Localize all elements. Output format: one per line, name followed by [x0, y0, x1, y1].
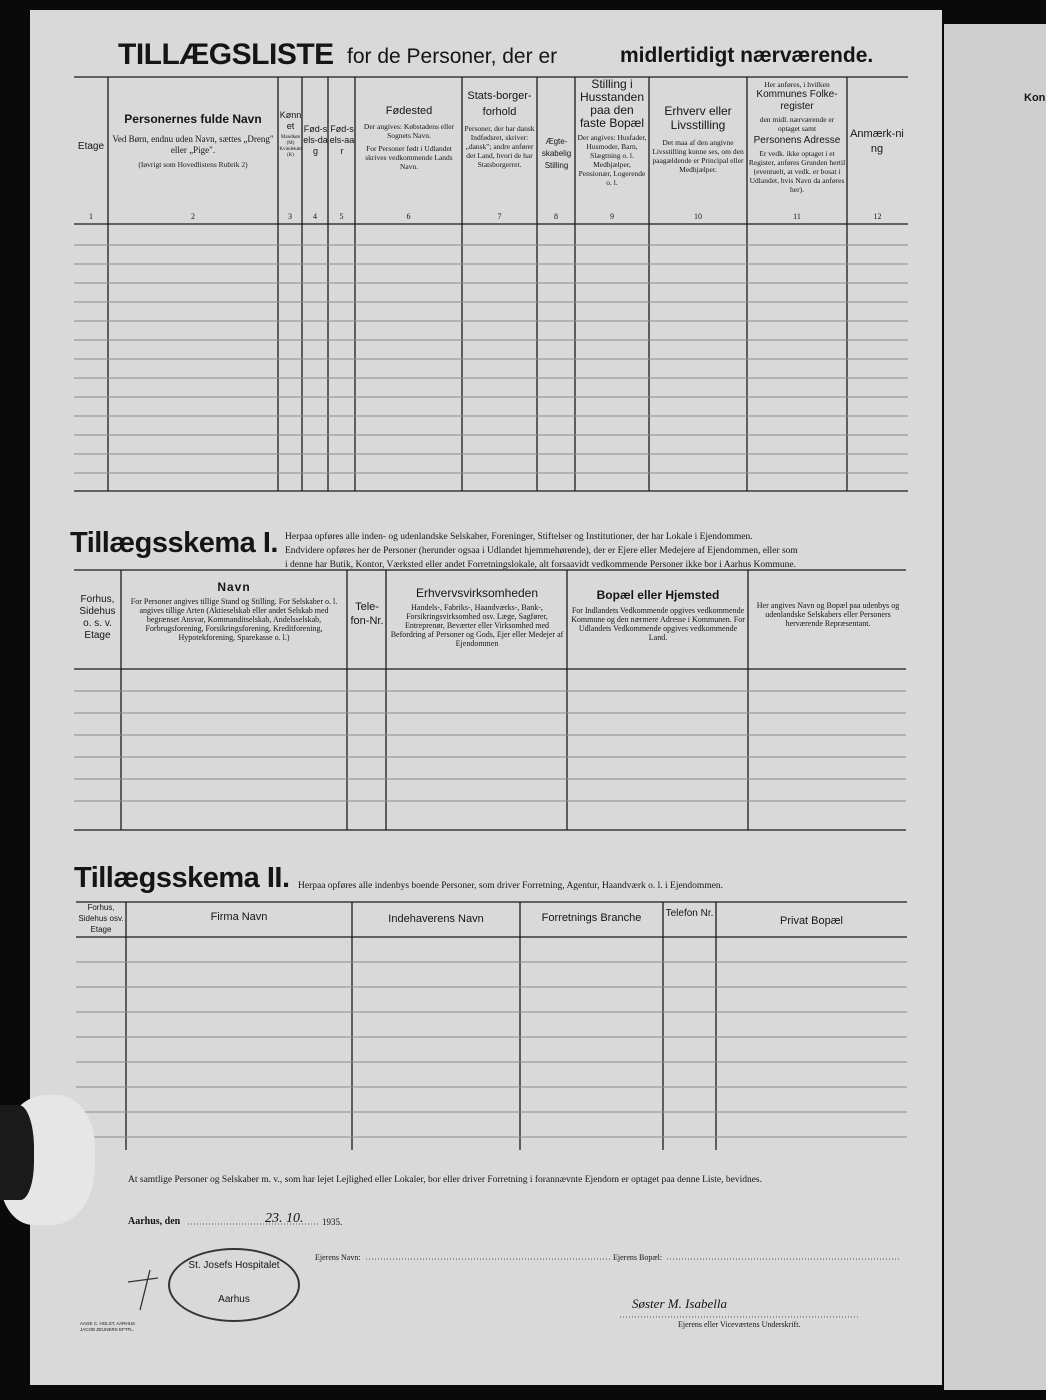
printer-mark: AAGE C. HOLST, AARHUS JACOB ZEUNERS EFTFL. — [80, 1321, 136, 1332]
skema1-col-tel: Tele-fon-Nr. — [350, 601, 384, 627]
col-num-9: 9 — [610, 212, 614, 221]
col-head-remark: Anmærk-ning — [850, 128, 904, 155]
col-head-birthday: Fød-sels-dag — [303, 124, 328, 156]
facing-page-text: Kon — [1024, 92, 1046, 104]
skema1-col-representative: Her angives Navn og Bopæl paa udenbys og udenlandske Selskabers eller Personers herværende Repræsentant. — [756, 601, 900, 628]
col-num-11: 11 — [793, 212, 801, 221]
col-num-7: 7 — [497, 212, 502, 221]
handwritten-signature: Søster M. Isabella — [632, 1296, 727, 1311]
col-num-1: 1 — [89, 212, 93, 221]
col-head-citizenship: Stats-borger-forhold Personer, der har dansk Indfødsret, skriver: „dansk"; andre anfører det Land, hvori de har Statsborgerret. — [464, 90, 535, 169]
skema2-col-branche: Forretnings Branche — [541, 912, 642, 924]
skema2-col-tel: Telefon Nr. — [665, 908, 714, 919]
skema2-title: Tillægsskema II. — [74, 862, 290, 894]
owner-address-label: Ejerens Bopæl: — [613, 1253, 663, 1262]
col-num-3: 3 — [288, 212, 292, 221]
owner-name-label: Ejerens Navn: — [315, 1253, 361, 1262]
col-head-occupation: Erhverv eller Livsstilling Det maa af den angivne Livsstilling kunne ses, om den paagældende er Principal eller Medhjælper. — [652, 104, 744, 174]
thumb-shadow — [0, 1105, 34, 1200]
skema2-col-firma: Firma Navn — [210, 911, 268, 923]
date-handwritten: 23. 10. — [265, 1211, 304, 1226]
col-head-birthplace: Fødested Der angives: Købstadens eller Sognets Navn. For Personer født i Udlandet skrives vedkommende Lands Navn. — [363, 105, 455, 171]
skema1-col-floor: Forhus, Sidehus o. s. v. Etage — [79, 594, 116, 641]
col-num-4: 4 — [313, 212, 317, 221]
col-head-birthyear: Fød-sels-aar — [329, 124, 355, 156]
skema1-description: Herpaa opføres alle inden- og udenlandske Selskaber, Foreninger, Stiftelser og Institutioner, der har Lokale i Ejendommen. Endvidere opføres her de Personer (herunder ogsaa i Udlandet hjemmehørende), der er Ejere eller Medejere af Ejendommen, eller som i denne har Butik, Kontor, Værksted eller andet Forretningslokale, alt forsaavidt vedkommende Personer ikke bor i Aarhus Kommune. — [285, 532, 798, 570]
col-head-household: Stilling i Husstanden paa den faste Bopæl Der angives: Husfader, Husmoder, Barn, Slægtning o. l. Medhjælper, Pensionær, Logerende o. l. — [577, 77, 647, 187]
year: 1935. — [322, 1217, 343, 1227]
col-head-etage: Etage — [77, 141, 105, 152]
col-head-gender: Kønnet Mandkøn (M) Kvindekøn (K) — [279, 110, 302, 158]
list-title-bold: midlertidigt nærværende. — [620, 44, 874, 67]
col-num-2: 2 — [191, 212, 195, 221]
stamp-top-text: St. Josefs Hospitalet — [188, 1260, 280, 1271]
skema1-title: Tillægsskema I. — [70, 527, 278, 559]
city-label: Aarhus, den — [128, 1216, 181, 1227]
col-head-marital: Ægte-skabelig Stilling — [541, 137, 572, 170]
col-num-6: 6 — [406, 212, 411, 221]
col-head-register: Her anføres, i hvilken Kommunes Folke-register den midl. nærværende er optaget samt Personens Adresse Er vedk. ikke optaget i et Register, anføres Grunden hertil (eventuelt, at vedk. er bosat i Udlandet, hvis Navn da anføres her). — [748, 80, 846, 194]
skema1-col-bopael: Bopæl eller Hjemsted For Indlandets Vedkommende opgives vedkommende Kommune og den nærmere Adresse i Kommunen. For Udlandets Vedkommende opgives vedkommende Land. — [571, 588, 745, 642]
skema1-col-navn: Navn For Personer angives tillige Stand og Stilling. For Selskaber o. l. angives tillige Arten (Aktieselskab eller andet Selskab med begrænset Ansvar, Kommanditselskab, Andelsselskab, Forbrugsforening, Forsikringsforening, Kreditforening, Hypotekforening, Sparekasse o. l.) — [130, 580, 338, 642]
col-num-12: 12 — [873, 212, 882, 221]
skema2-description: Herpaa opføres alle indenbys boende Personer, som driver Forretning, Agentur, Haandværk o. l. i Ejendommen. — [298, 881, 724, 891]
col-num-8: 8 — [554, 212, 558, 221]
skema2-col-indehaver: Indehaverens Navn — [388, 913, 484, 925]
attestation-text: At samtlige Personer og Selskaber m. v., som har lejet Lejlighed eller Lokaler, bor eller driver Forretning i forannævnte Ejendom er optaget paa denne Liste, bevidnes. — [128, 1175, 762, 1185]
list-title: TILLÆGSLISTE — [118, 38, 334, 71]
skema1-col-erhverv: Erhvervsvirksomheden Handels-, Fabriks-, Haandværks-, Bank-, Forsikringsvirksomhed osv. Læge, Sagfører, Entreprenør, Beværter eller Virksomhed med Befordring af Personer og Gods, Ejer eller Medejer af Ejendommen — [390, 586, 564, 648]
col-num-10: 10 — [694, 212, 702, 221]
skema2-col-floor: Forhus, Sidehus osv. Etage — [78, 903, 124, 934]
signature-label: Ejerens eller Viceværtens Underskrift. — [678, 1320, 801, 1329]
col-num-5: 5 — [339, 212, 344, 221]
list-title-rest: for de Personer, der er — [347, 45, 558, 68]
stamp-bottom-text: Aarhus — [218, 1294, 250, 1305]
skema2-col-bopael: Privat Bopæl — [780, 915, 843, 927]
col-head-name: Personernes fulde Navn Ved Børn, endnu uden Navn, sættes „Dreng" eller „Pige". (Iøvrigt som Hovedlistens Rubrik 2) — [112, 112, 274, 169]
